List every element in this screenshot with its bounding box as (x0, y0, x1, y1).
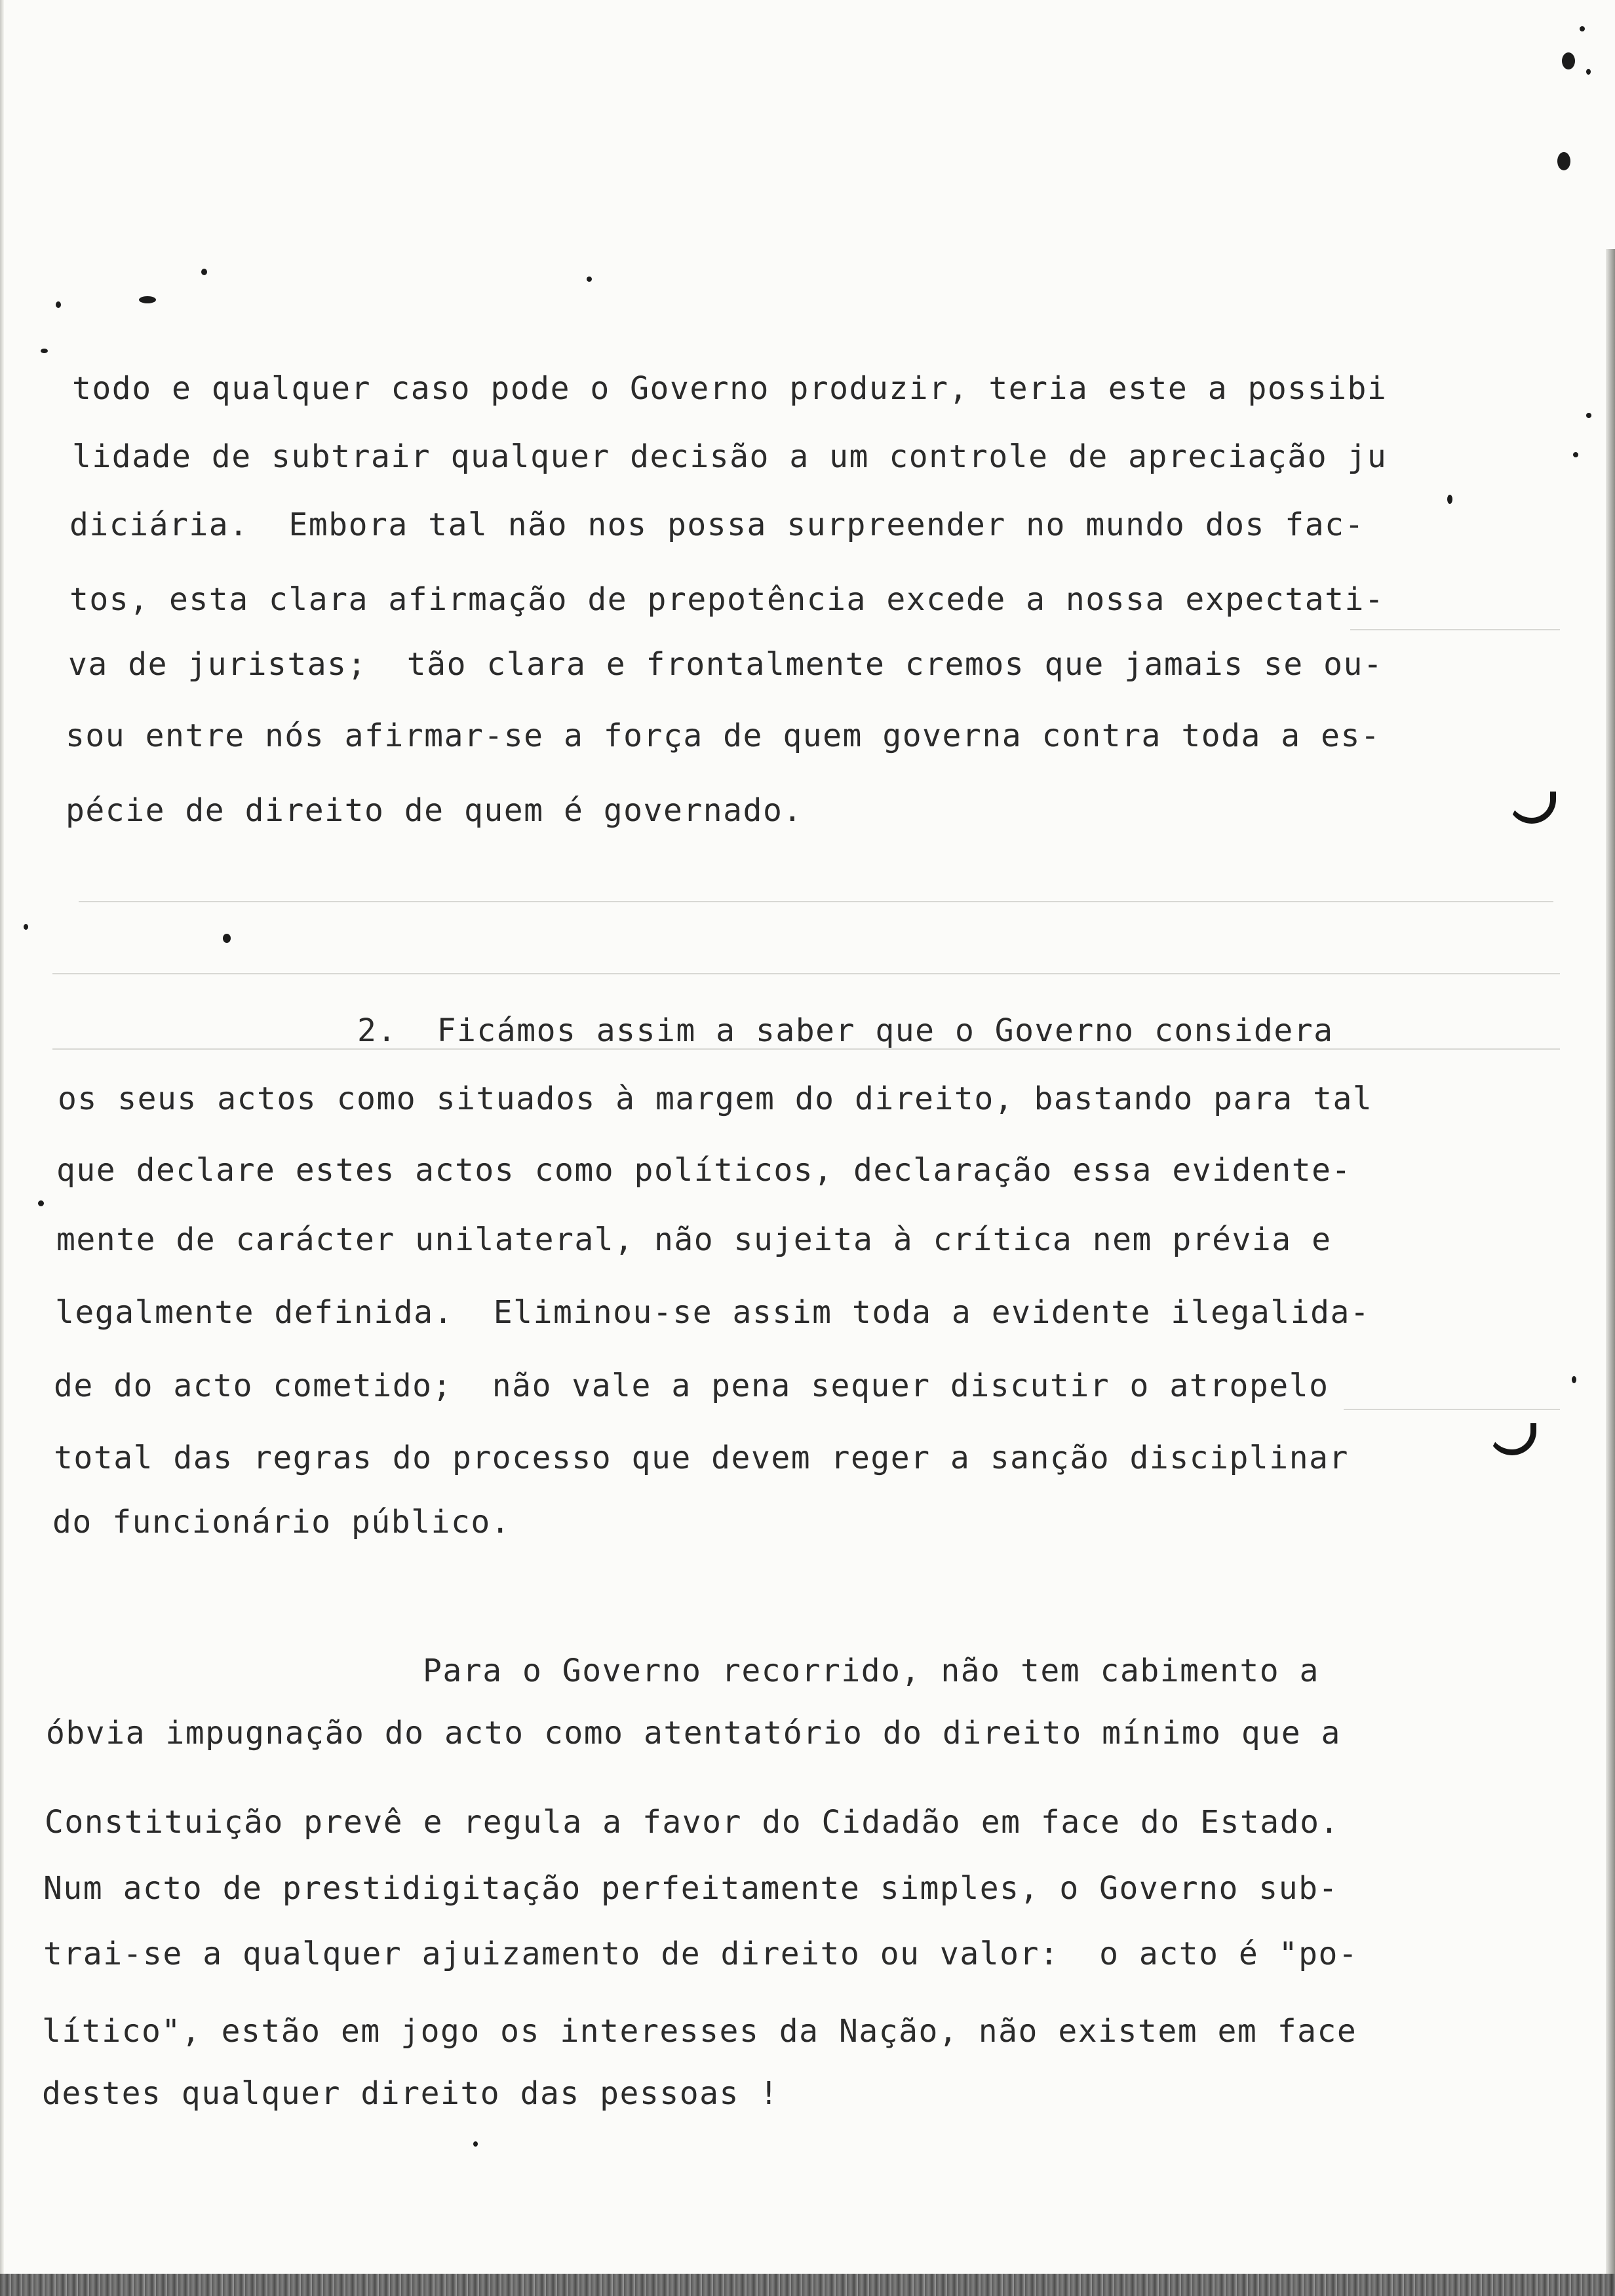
ink-speck (41, 349, 48, 353)
ink-speck (1447, 495, 1452, 504)
text-line: lidade de subtrair qualquer decisão a um controle de apreciação ju (72, 438, 1388, 475)
text-line: trai-se a qualquer ajuizamento de direito ou valor: o acto é "po- (43, 1936, 1359, 1972)
text-line: diciária. Embora tal não nos possa surpreender no mundo dos fac- (69, 507, 1365, 543)
text-line: va de juristas; tão clara e frontalmente cremos que jamais se ou- (68, 646, 1384, 683)
text-line: pécie de direito de quem é governado. (66, 792, 803, 829)
text-line: Constituição prevê e regula a favor do Cidadão em face do Estado. (45, 1804, 1340, 1841)
ink-speck (24, 924, 28, 930)
text-line: tos, esta clara afirmação de prepotência excede a nossa expectati- (69, 581, 1385, 618)
text-line: destes qualquer direito das pessoas ! (42, 2075, 779, 2112)
text-line: os seus actos como situados à margem do direito, bastando para tal (58, 1081, 1373, 1117)
ink-speck (139, 296, 156, 303)
ink-speck (56, 301, 61, 308)
ink-speck (1573, 452, 1578, 457)
scan-artifact-line (1344, 1409, 1560, 1410)
ink-speck (1586, 413, 1591, 418)
text-line: que declare estes actos como políticos, declaração essa evidente- (56, 1152, 1352, 1189)
text-line: sou entre nós afirmar-se a força de quem governa contra toda a es- (66, 718, 1381, 754)
ink-speck (1557, 152, 1570, 170)
scan-artifact-line (1350, 629, 1560, 630)
scan-artifact-line (79, 901, 1553, 902)
text-line: Num acto de prestidigitação perfeitamente simples, o Governo sub- (43, 1870, 1338, 1907)
text-line: legalmente definida. Eliminou-se assim toda a evidente ilegalida- (55, 1294, 1371, 1331)
text-line: todo e qualquer caso pode o Governo produzir, teria este a possibi (72, 370, 1388, 407)
scan-artifact-line (52, 973, 1560, 974)
ink-speck (1586, 69, 1591, 75)
text-line: 2. Ficámos assim a saber que o Governo considera (357, 1012, 1334, 1049)
ink-mark (1488, 1423, 1536, 1455)
text-line: do funcionário público. (52, 1504, 511, 1540)
text-line: total das regras do processo que devem reger a sanção disciplinar (54, 1440, 1349, 1476)
ink-speck (587, 277, 592, 282)
page-bottom-scan-band (0, 2274, 1615, 2296)
text-line: Para o Governo recorrido, não tem cabimento a (423, 1653, 1319, 1689)
ink-speck (38, 1200, 44, 1206)
page-right-edge (1606, 249, 1615, 2296)
ink-speck (1562, 52, 1575, 69)
ink-mark (1508, 792, 1556, 824)
ink-speck (201, 269, 207, 275)
text-line: óbvia impugnação do acto como atentatório do direito mínimo que a (46, 1715, 1341, 1751)
ink-speck (1580, 26, 1585, 31)
text-line: lítico", estão em jogo os interesses da Nação, não existem em face (42, 2013, 1357, 2050)
ink-speck (223, 934, 231, 943)
ink-speck (473, 2141, 478, 2147)
text-line: de do acto cometido; não vale a pena sequer discutir o atropelo (54, 1368, 1329, 1404)
text-line: mente de carácter unilateral, não sujeita à crítica nem prévia e (56, 1221, 1332, 1258)
ink-speck (1572, 1376, 1576, 1383)
page-left-edge (0, 0, 4, 2296)
